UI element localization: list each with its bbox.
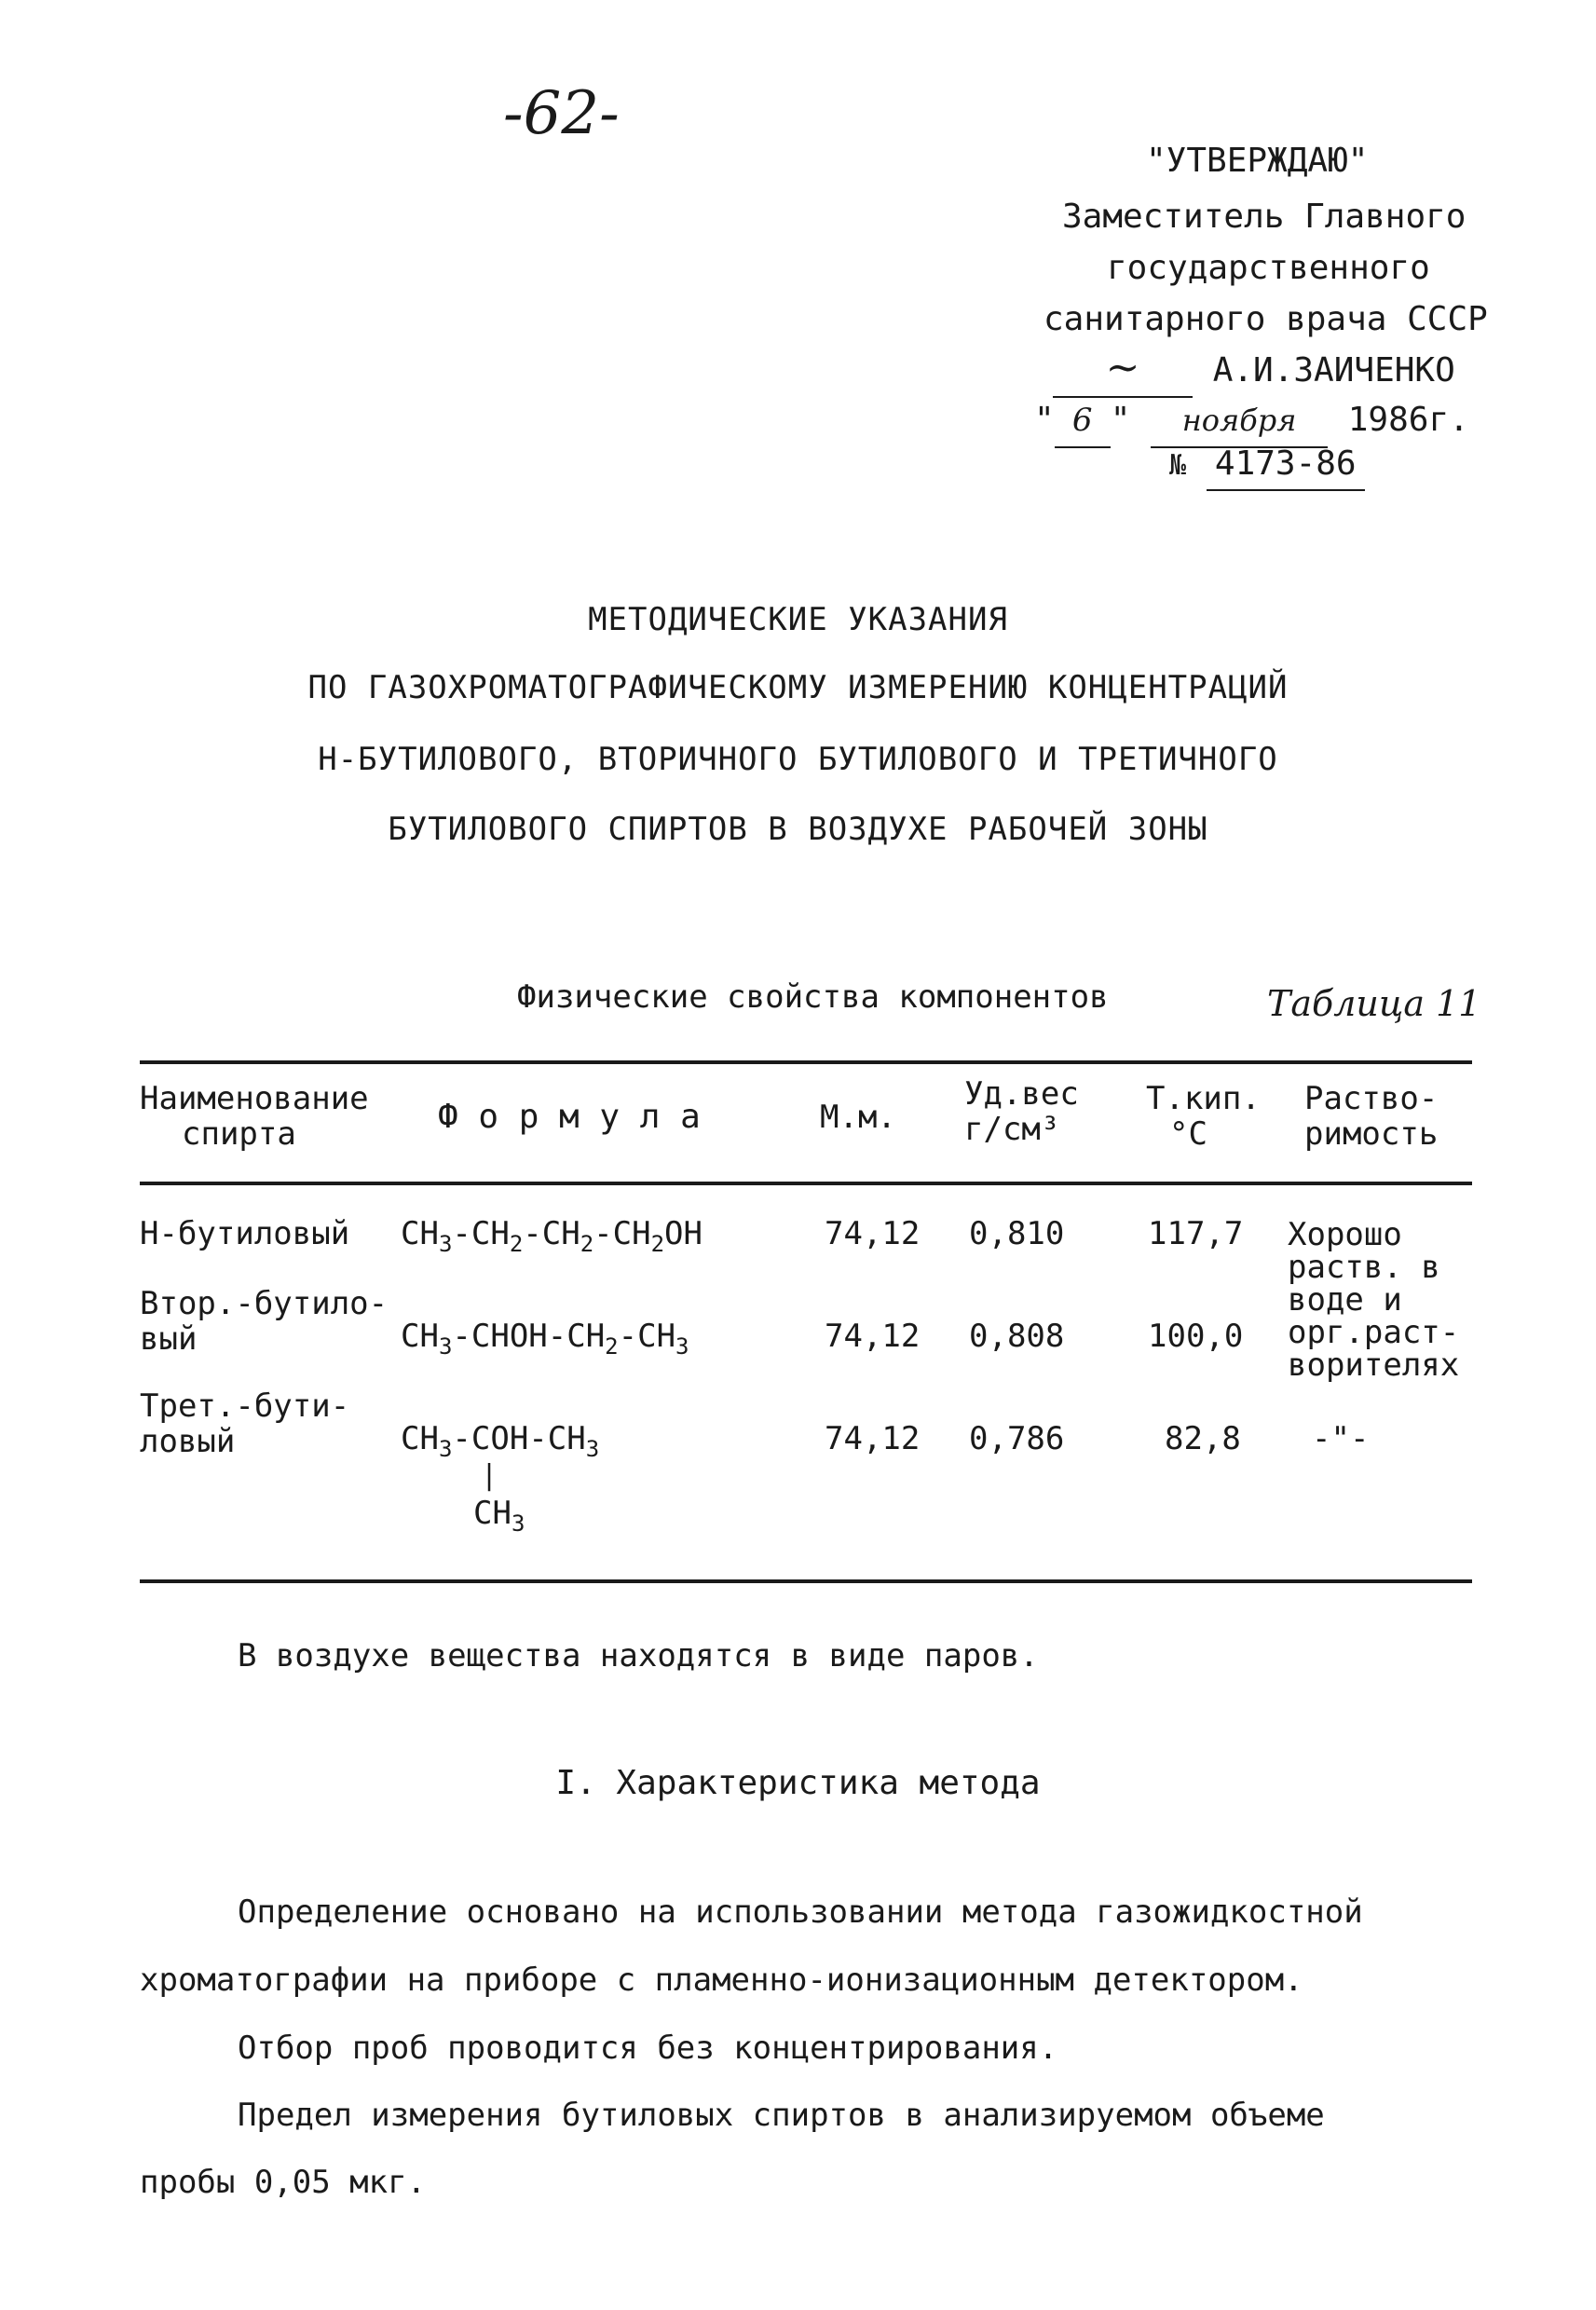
- row1-molecular-mass: 74,12: [825, 1215, 921, 1252]
- page-number: -62-: [503, 79, 620, 148]
- section-1-paragraph-1-line-1: Определение основано на использовании метода газожидкостной: [238, 1893, 1363, 1931]
- row1-density: 0,810: [969, 1215, 1065, 1252]
- row3-name: Трет.-бути- ловый: [140, 1387, 350, 1460]
- table-top-rule: [140, 1060, 1472, 1064]
- header-molecular-mass: М.м.: [820, 1099, 896, 1136]
- row2-name: Втор.-бутило- вый: [140, 1285, 389, 1358]
- row1-name: Н-бутиловый: [140, 1215, 350, 1252]
- approval-number: [1169, 438, 1365, 491]
- approval-date: " 6 " ноября 1986г.: [1034, 394, 1469, 448]
- approval-line-3: санитарного врача СССР: [1044, 300, 1488, 338]
- row3-branch-group: $CH_3$: [473, 1495, 525, 1537]
- row1-formula: $CH_3-CH_2-CH_2-CH_2OH$: [401, 1215, 703, 1257]
- row3-density: 0,786: [969, 1420, 1065, 1457]
- row2-formula: $CH_3-CHOH-CH_2-CH_3$: [401, 1318, 689, 1360]
- date-month: ноября: [1151, 395, 1328, 448]
- heading-line-4: БУТИЛОВОГО СПИРТОВ В ВОЗДУХЕ РАБОЧЕЙ ЗОНЫ: [388, 811, 1208, 848]
- section-1-paragraph-1-line-2: хроматографии на приборе с пламенно-ионизационным детектором.: [140, 1961, 1303, 1999]
- section-1-title: I. Характеристика метода: [555, 1764, 1041, 1802]
- header-density: Уд.вес г/см³: [964, 1075, 1079, 1148]
- row3-solubility: -"-: [1312, 1420, 1370, 1457]
- row3-boiling-point: 82,8: [1165, 1420, 1241, 1457]
- header-formula: Ф о р м у л а: [438, 1098, 701, 1136]
- number-prefix: №: [1169, 449, 1187, 482]
- heading-line-2: ПО ГАЗОХРОМАТОГРАФИЧЕСКОМУ ИЗМЕРЕНИЮ КОНЦЕНТРАЦИЙ: [307, 669, 1289, 706]
- document-number: 4173-86: [1207, 438, 1365, 491]
- approver-name: А.И.ЗАИЧЕНКО: [1212, 351, 1455, 390]
- table-header-rule: [140, 1182, 1472, 1185]
- handwritten-signature: ~: [1053, 342, 1193, 398]
- header-boiling-point: Т.кип. °C: [1146, 1080, 1261, 1153]
- solubility-shared: Хорошо раств. в воде и орг.раст- ворителях: [1288, 1216, 1460, 1384]
- section-1-paragraph-3-line-2: пробы 0,05 мкг.: [140, 2164, 427, 2201]
- row2-molecular-mass: 74,12: [825, 1318, 921, 1355]
- table-label: Таблица 11: [1267, 983, 1481, 1024]
- header-name: Наименование спирта: [140, 1080, 369, 1153]
- row1-boiling-point: 117,7: [1148, 1215, 1244, 1252]
- table-bottom-rule: [140, 1579, 1472, 1583]
- approval-title: "УТВЕРЖДАЮ": [1146, 142, 1369, 180]
- row3-branch-bond: |: [481, 1459, 498, 1492]
- heading-line-1: МЕТОДИЧЕСКИЕ УКАЗАНИЯ: [588, 601, 1008, 638]
- section-1-paragraph-2: Отбор проб проводится без концентрирования.: [238, 2030, 1058, 2067]
- approval-line-1: Заместитель Главного: [1062, 198, 1466, 236]
- row3-formula: $CH_3-COH-CH_3$: [401, 1420, 600, 1462]
- table-caption: Физические свойства компонентов: [517, 978, 1109, 1016]
- row2-boiling-point: 100,0: [1148, 1318, 1244, 1355]
- date-day: 6: [1055, 395, 1111, 448]
- row2-density: 0,808: [969, 1318, 1065, 1355]
- approval-line-2: государственного: [1107, 249, 1430, 287]
- note-text: В воздухе вещества находятся в виде паров.: [238, 1637, 1039, 1674]
- heading-line-3: Н-БУТИЛОВОГО, ВТОРИЧНОГО БУТИЛОВОГО И ТРЕТИЧНОГО: [318, 741, 1278, 778]
- header-solubility: Раство- римость: [1304, 1080, 1439, 1153]
- row3-molecular-mass: 74,12: [825, 1420, 921, 1457]
- approval-signature-line: [1053, 342, 1455, 398]
- section-1-paragraph-3-line-1: Предел измерения бутиловых спиртов в анализируемом объеме: [238, 2097, 1325, 2134]
- date-year: 1986г.: [1347, 401, 1469, 439]
